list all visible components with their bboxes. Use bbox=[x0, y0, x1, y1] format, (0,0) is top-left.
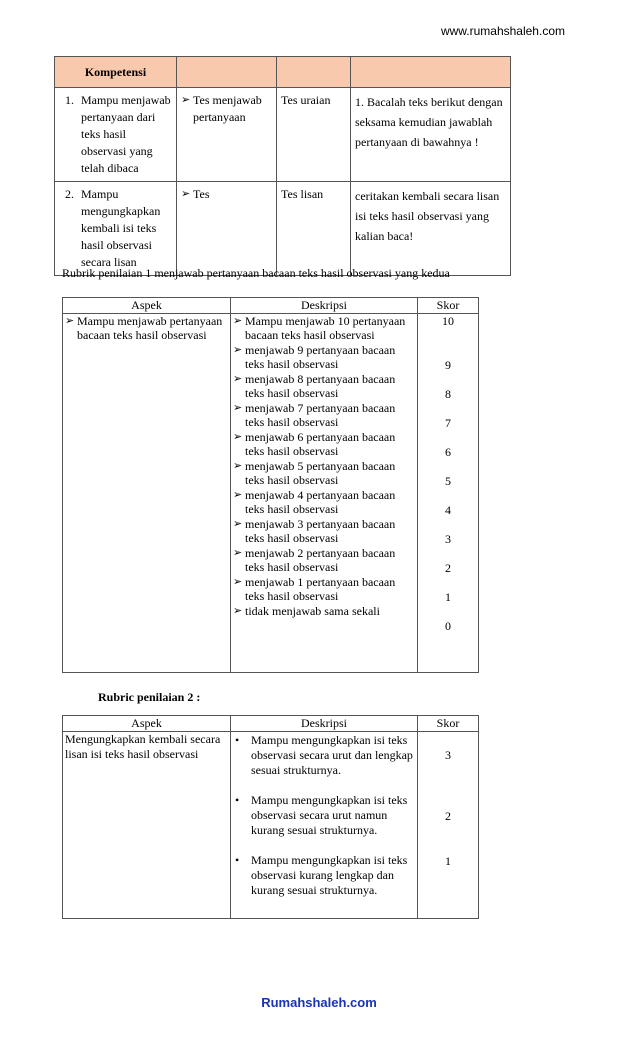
score-value: 9 bbox=[445, 357, 451, 372]
score-value: 1 bbox=[445, 854, 451, 868]
aspek-header: Aspek bbox=[63, 298, 231, 314]
aspek-text: Mampu menjawab pertanyaan bacaan teks hasil observasi bbox=[77, 313, 223, 342]
list-item bbox=[233, 372, 413, 401]
aspek-cell bbox=[63, 313, 231, 672]
list-item bbox=[233, 853, 413, 898]
form-cell: Tes lisan bbox=[277, 182, 351, 276]
aspek-cell: Mengungkapkan kembali secara lisan isi teks hasil observasi bbox=[63, 732, 231, 919]
table-row bbox=[55, 88, 511, 182]
list-item bbox=[233, 575, 413, 604]
technique-cell bbox=[177, 182, 277, 276]
score-value: 8 bbox=[445, 386, 451, 401]
technique-text: Tes menjawab pertanyaan bbox=[193, 93, 262, 124]
deskripsi-cell bbox=[231, 313, 418, 672]
technique-text: Tes bbox=[193, 187, 210, 201]
desc-text: menjawab 2 pertanyaan bacaan teks hasil observasi bbox=[245, 545, 396, 574]
arrow-bullet-icon: ➢ bbox=[233, 459, 243, 472]
competence-cell bbox=[55, 88, 177, 182]
arrow-bullet-icon: ➢ bbox=[233, 517, 243, 530]
list-item bbox=[233, 401, 413, 430]
list-item bbox=[233, 343, 413, 372]
rubric1-table bbox=[62, 297, 479, 673]
desc-text: Mampu mengungkapkan isi teks observasi kurang lengkap dan kurang sesuai strukturnya. bbox=[251, 853, 408, 897]
list-item bbox=[233, 430, 413, 459]
score-value: 6 bbox=[445, 444, 451, 459]
arrow-bullet-icon: ➢ bbox=[181, 188, 191, 200]
rubric1-header-row bbox=[63, 298, 479, 314]
kompetensi-header: Kompetensi bbox=[55, 57, 177, 88]
skor-cell bbox=[418, 732, 479, 919]
deskripsi-header: Deskripsi bbox=[231, 716, 418, 732]
desc-text: menjawab 6 pertanyaan bacaan teks hasil observasi bbox=[245, 429, 396, 458]
desc-text: menjawab 3 pertanyaan bacaan teks hasil observasi bbox=[245, 516, 396, 545]
row-number: 1. bbox=[65, 93, 74, 107]
arrow-bullet-icon: ➢ bbox=[233, 372, 243, 385]
rubric2-header-row bbox=[63, 716, 479, 732]
competence-text: Mampu mengungkapkan kembali isi teks hasil observasi secara lisan bbox=[81, 187, 161, 269]
assessment-table-header bbox=[55, 57, 511, 88]
arrow-bullet-icon: ➢ bbox=[233, 604, 243, 617]
table-row bbox=[63, 732, 479, 919]
desc-text: menjawab 7 pertanyaan bacaan teks hasil observasi bbox=[245, 400, 396, 429]
aspek-header: Aspek bbox=[63, 716, 231, 732]
skor-header: Skor bbox=[418, 716, 479, 732]
arrow-bullet-icon: ➢ bbox=[65, 314, 75, 327]
arrow-bullet-icon: ➢ bbox=[233, 575, 243, 588]
list-item bbox=[233, 517, 413, 546]
list-item bbox=[233, 733, 413, 778]
desc-text: menjawab 1 pertanyaan bacaan teks hasil observasi bbox=[245, 574, 396, 603]
arrow-bullet-icon: ➢ bbox=[233, 343, 243, 356]
score-value: 2 bbox=[445, 560, 451, 575]
list-item bbox=[233, 488, 413, 517]
score-value: 2 bbox=[445, 809, 451, 823]
arrow-bullet-icon: ➢ bbox=[233, 488, 243, 501]
competence-cell bbox=[55, 182, 177, 276]
deskripsi-header: Deskripsi bbox=[231, 298, 418, 314]
bullet-icon: • bbox=[235, 793, 240, 807]
desc-text: Mampu menjawab 10 pertanyaan bacaan teks hasil observasi bbox=[245, 313, 406, 342]
deskripsi-cell bbox=[231, 732, 418, 919]
arrow-bullet-icon: ➢ bbox=[233, 546, 243, 559]
instrument-cell: ceritakan kembali secara lisan isi teks hasil observasi yang kalian baca! bbox=[351, 182, 511, 276]
header-url: www.rumahshaleh.com bbox=[440, 24, 565, 38]
arrow-bullet-icon: ➢ bbox=[181, 94, 191, 106]
list-item bbox=[233, 314, 413, 343]
arrow-bullet-icon: ➢ bbox=[233, 430, 243, 443]
form-cell: Tes uraian bbox=[277, 88, 351, 182]
list-item bbox=[233, 546, 413, 575]
table-row bbox=[55, 182, 511, 276]
desc-text: menjawab 9 pertanyaan bacaan teks hasil observasi bbox=[245, 342, 396, 371]
desc-text: menjawab 8 pertanyaan bacaan teks hasil observasi bbox=[245, 371, 396, 400]
skor-cell bbox=[418, 313, 479, 672]
list-item bbox=[233, 793, 413, 838]
row-number: 2. bbox=[65, 187, 74, 201]
desc-text: menjawab 4 pertanyaan bacaan teks hasil observasi bbox=[245, 487, 396, 516]
score-value: 5 bbox=[445, 473, 451, 488]
instrument-cell: 1. Bacalah teks berikut dengan seksama kemudian jawablah pertanyaan di bawahnya ! bbox=[351, 88, 511, 182]
desc-text: menjawab 5 pertanyaan bacaan teks hasil observasi bbox=[245, 458, 396, 487]
rubric2-caption: Rubric penilaian 2 : bbox=[98, 690, 201, 704]
score-value: 0 bbox=[445, 618, 451, 633]
bullet-icon: • bbox=[235, 853, 240, 867]
score-value: 3 bbox=[445, 531, 451, 546]
score-value: 1 bbox=[445, 589, 451, 604]
rubric2-table bbox=[62, 715, 479, 919]
score-value: 3 bbox=[445, 748, 451, 762]
desc-text: Mampu mengungkapkan isi teks observasi secara urut namun kurang sesuai strukturnya. bbox=[251, 793, 408, 837]
score-value: 4 bbox=[445, 502, 451, 517]
arrow-bullet-icon: ➢ bbox=[233, 401, 243, 414]
list-item bbox=[233, 459, 413, 488]
rubric1-caption: Rubrik penilaian 1 menjawab pertanyaan bacaan teks hasil observasi yang kedua bbox=[62, 266, 450, 280]
desc-text: Mampu mengungkapkan isi teks observasi secara urut dan lengkap sesuai strukturnya. bbox=[251, 733, 413, 777]
table-row bbox=[63, 313, 479, 672]
list-item bbox=[233, 604, 413, 619]
footer-url: Rumahshaleh.com bbox=[261, 995, 377, 1010]
bullet-icon: • bbox=[235, 733, 240, 747]
desc-text: tidak menjawab sama sekali bbox=[245, 603, 380, 618]
assessment-table bbox=[54, 56, 511, 276]
score-value: 7 bbox=[445, 415, 451, 430]
arrow-bullet-icon: ➢ bbox=[233, 314, 243, 327]
score-value: 10 bbox=[442, 313, 454, 328]
competence-text: Mampu menjawab pertanyaan dari teks hasil observasi yang telah dibaca bbox=[81, 93, 171, 175]
skor-header: Skor bbox=[418, 298, 479, 314]
technique-cell bbox=[177, 88, 277, 182]
